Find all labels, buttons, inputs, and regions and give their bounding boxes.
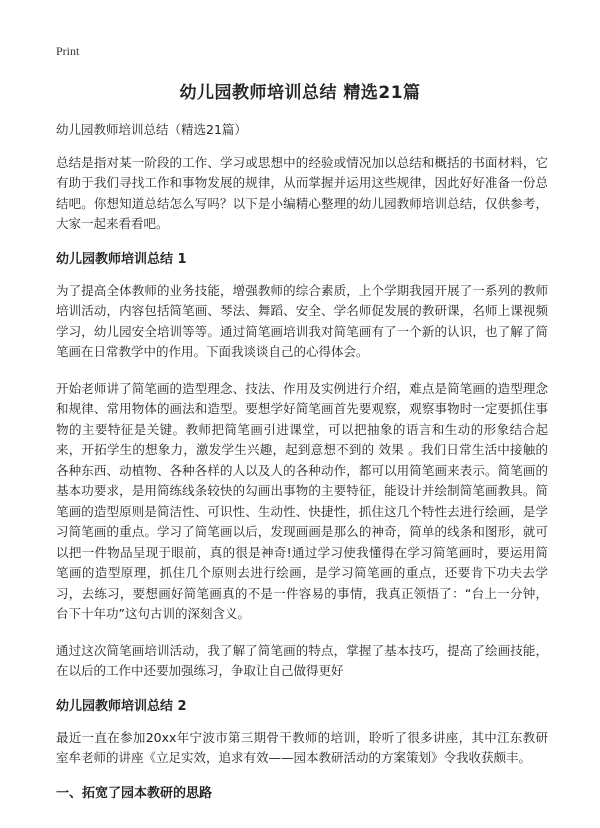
section1-paragraph: 为了提高全体教师的业务技能，增强教师的综合素质，上个学期我园开展了一系列的教师培训活动，内容包括简笔画、琴法、舞蹈、安全、学名师促发展的教研课，名师上课视频学习，幼儿园安全培训等等。通过简笔画培训我对简笔画有了一个新的认识，也了解了简笔画在日常教学中的作用。下面我谈谈自己的心得体会。: [56, 282, 548, 359]
section-heading-2: 幼儿园教师培训总结 2: [56, 698, 187, 714]
section-heading-1: 幼儿园教师培训总结 1: [56, 251, 187, 267]
page-title: 幼儿园教师培训总结 精选21篇: [179, 83, 421, 103]
section1-paragraph: 通过这次简笔画培训活动，我了解了简笔画的特点，掌握了基本技巧，提高了绘画技能，在以后的工作中还要加强练习，争取让自己做得更好: [56, 642, 548, 678]
print-link[interactable]: Print: [56, 44, 80, 58]
section2-paragraph: 最近一直在参加20xx年宁波市第三期骨干教师的培训，聆听了很多讲座，其中江东教研室牟老师的讲座《立足实效，追求有效——园本教研活动的方案策划》令我收获颇丰。: [56, 729, 548, 765]
subsection-heading: 一、拓宽了园本教研的思路: [56, 785, 213, 801]
document-subtitle: 幼儿园教师培训总结（精选21篇）: [56, 122, 247, 137]
article-body: [56, 120, 548, 815]
section1-paragraph: 开始老师讲了简笔画的造型理念、技法、作用及实例进行介绍，难点是简笔画的造型理念和规律、常用物体的画法和造型。要想学好简笔画首先要观察，观察事物时一定要抓住事物的主要特征是关键。教师把简笔画引进课堂，可以把抽象的语言和生动的形象结合起来，开拓学生的想象力，激发学生兴趣，起到意想不到的 效果 。我们日常生活中接触的各种东西、动植物、各种各样的人以及人的各种动作，都可以用简笔画来表示。简笔画的基本功要求，是用简练线条较快的勾画出事物的主要特征，能设计并绘制简笔画教具。简笔画的造型原则是简洁性、可识性、生动性、快捷性，抓住这几个特性去进行绘画，是学习简笔画的重点。学习了简笔画以后，发现画画是那么的神奇，简单的线条和图形，就可以把一件物品呈现于眼前，真的很是神奇!通过学习使我懂得在学习简笔画时，要运用简笔画的造型原理，抓住几个原则去进行绘画，是学习简笔画的重点，还要肯下功夫去学习，去练习，要想画好简笔画真的不是一件容易的事情，我真正领悟了：“台上一分钟，台下十年功”这句古训的深刻含义。: [56, 380, 548, 621]
intro-paragraph: 总结是指对某一阶段的工作、学习或思想中的经验或情况加以总结和概括的书面材料，它有助于我们寻找工作和事物发展的规律，从而掌握并运用这些规律，因此好好准备一份总结吧。你想知道总结怎么写吗？以下是小编精心整理的幼儿园教师培训总结，仅供参考，大家一起来看看吧。: [56, 154, 548, 231]
